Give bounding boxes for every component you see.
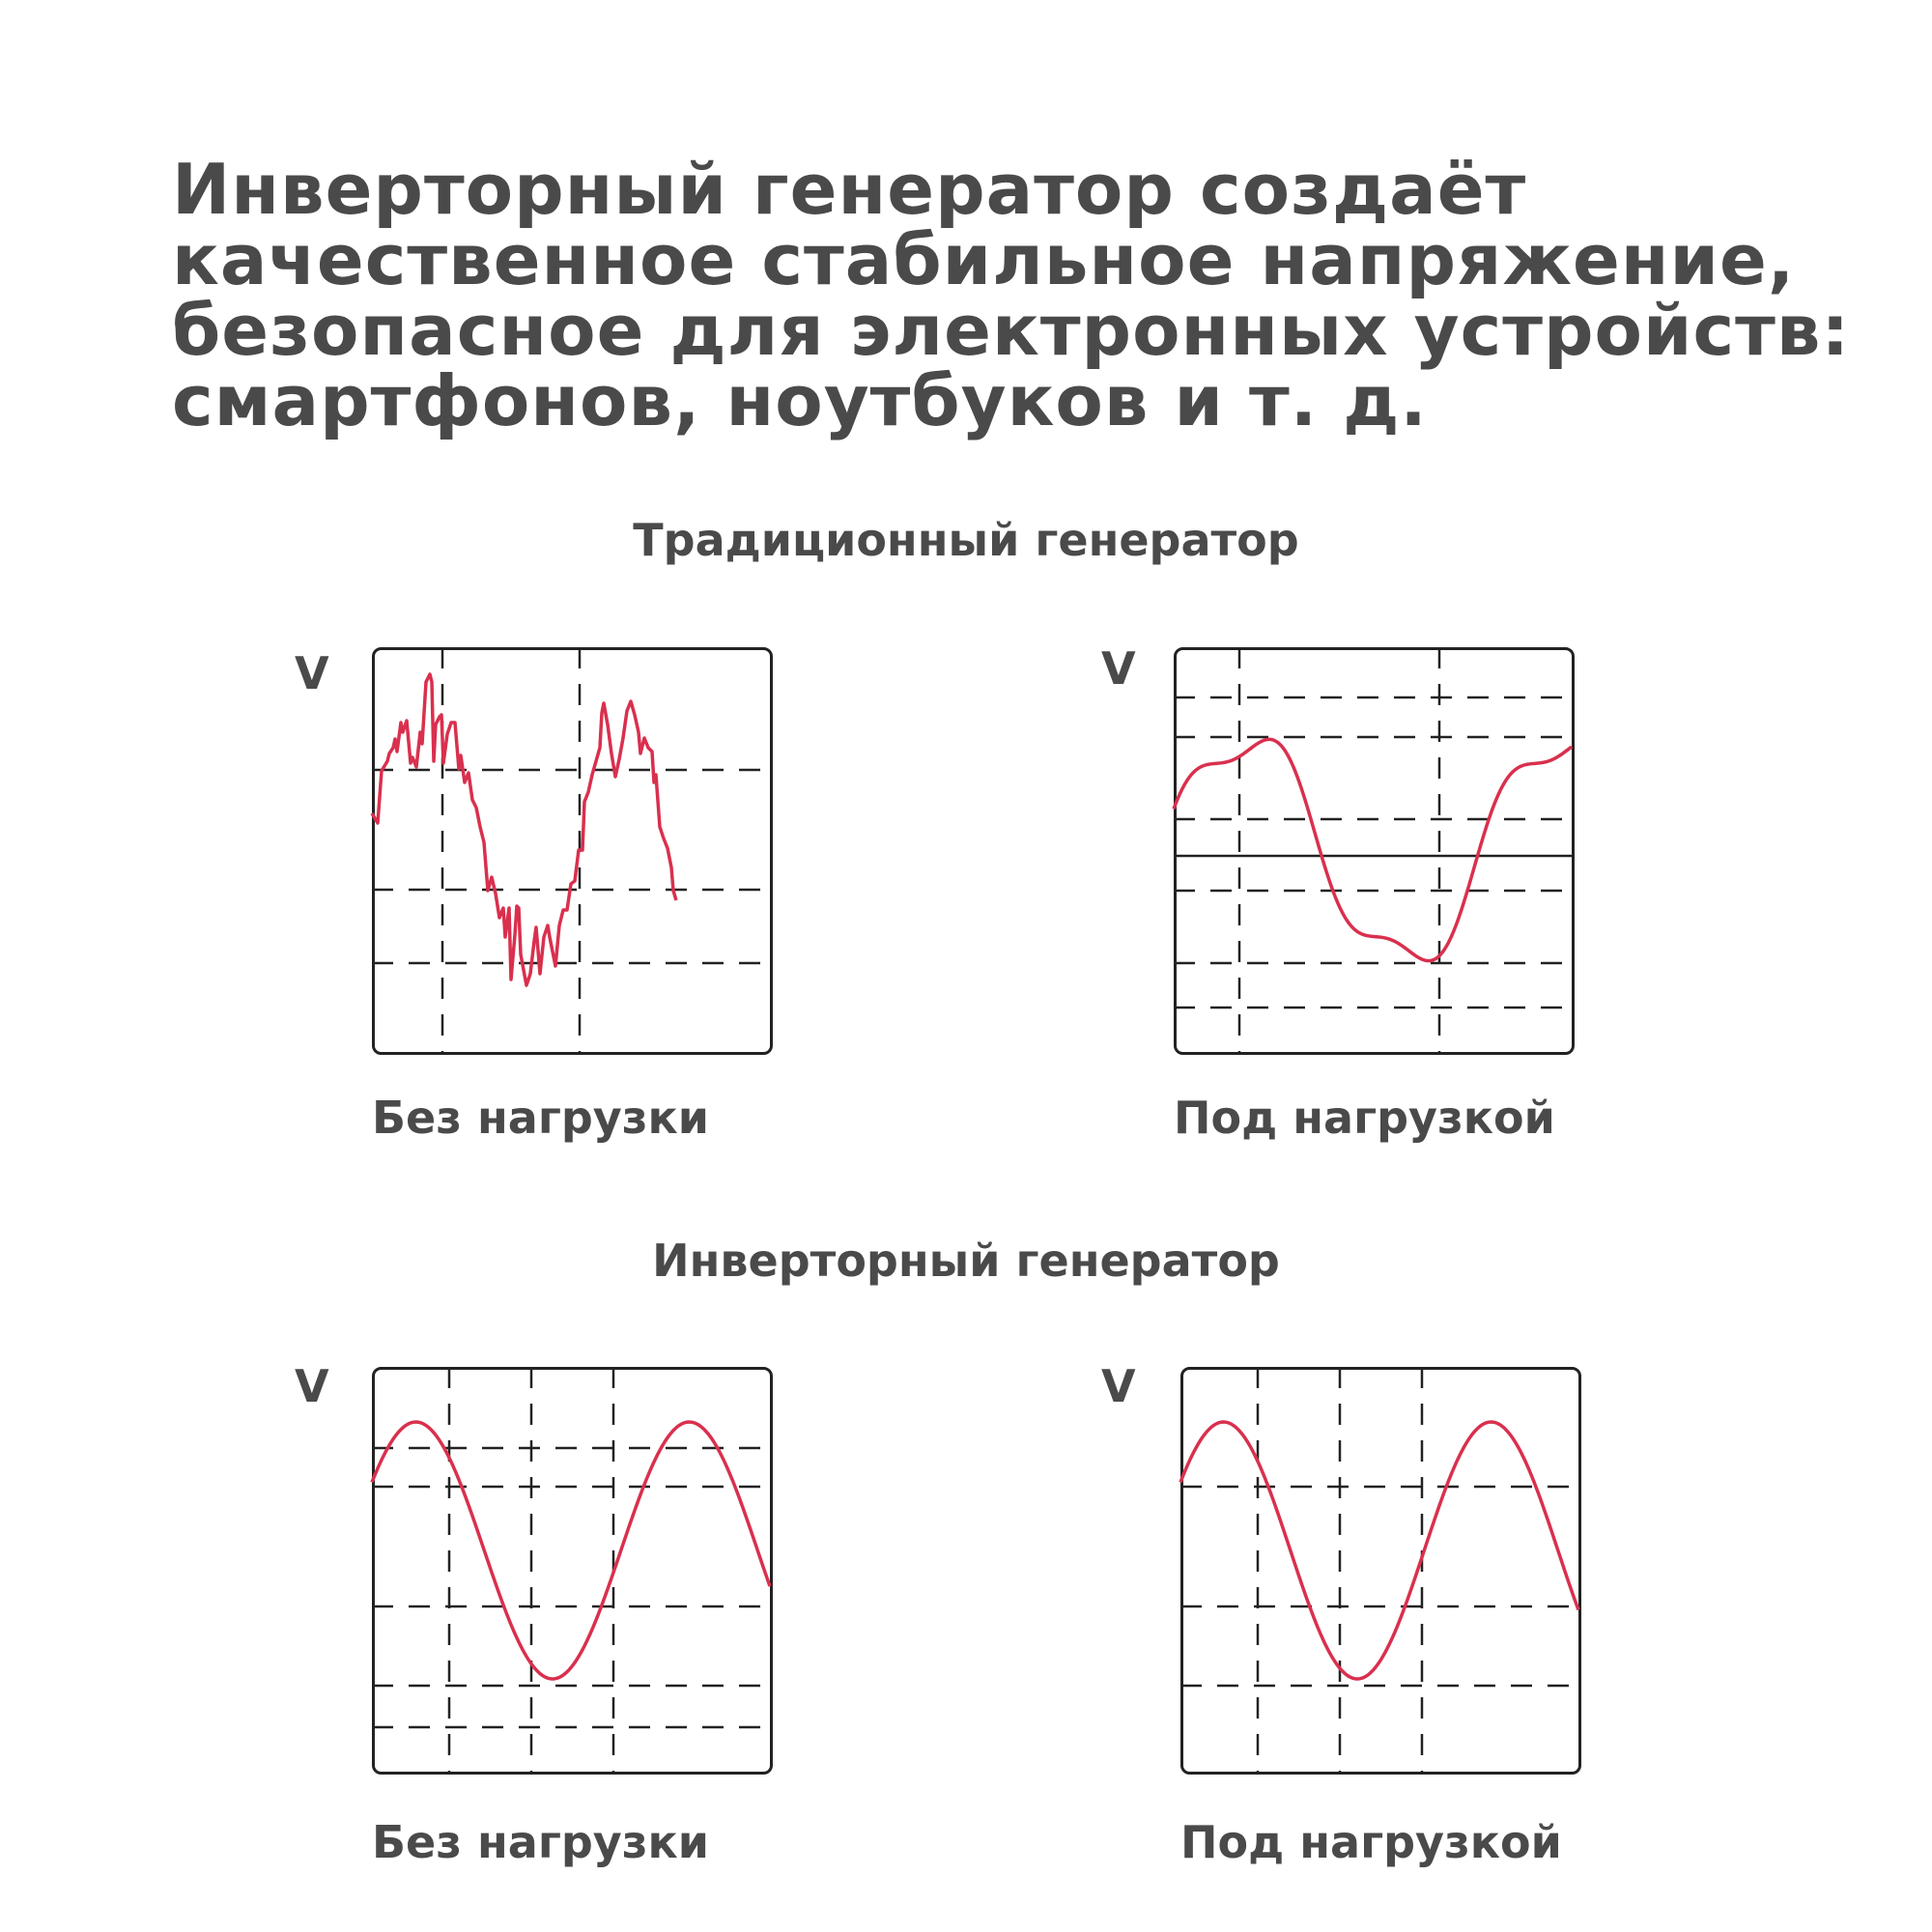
headline-line-1: Инверторный генератор создаёт (172, 149, 1527, 230)
headline-line-4: смартфонов, ноутбуков и т. д. (172, 360, 1428, 441)
scope-frame (1176, 649, 1574, 1054)
scope-frame (374, 1369, 772, 1774)
oscilloscope-inverter-under-load (1180, 1367, 1581, 1775)
oscilloscope-traditional-under-load (1174, 647, 1575, 1055)
panel-v-label: V (1101, 642, 1136, 695)
section-title-inverter: Инверторный генератор (652, 1235, 1280, 1287)
waveform-sine (372, 1422, 770, 1679)
scope-grid (1174, 647, 1575, 1055)
oscilloscope-inverter-no-load (372, 1367, 773, 1775)
caption-under-load: Под нагрузкой (1174, 1092, 1555, 1144)
waveform-distorted (372, 674, 676, 985)
waveform-sine (1180, 1422, 1578, 1679)
scope-grid (372, 1367, 773, 1775)
panel-v-label: V (295, 1360, 329, 1412)
headline (172, 149, 1872, 441)
caption-no-load: Без нагрузки (372, 1092, 709, 1144)
scope-grid (1180, 1367, 1581, 1775)
section-title-traditional: Традиционный генератор (633, 514, 1299, 566)
panel-v-label: V (1101, 1360, 1136, 1412)
caption-under-load: Под нагрузкой (1180, 1816, 1562, 1868)
scope-frame (1182, 1369, 1580, 1774)
waveform-harmonic (1174, 739, 1572, 960)
caption-no-load: Без нагрузки (372, 1816, 709, 1868)
headline-line-2: качественное стабильное напряжение, (172, 219, 1796, 300)
headline-line-3: безопасное для электронных устройств: (172, 290, 1851, 371)
oscilloscope-traditional-no-load (372, 647, 773, 1055)
panel-v-label: V (295, 647, 329, 699)
